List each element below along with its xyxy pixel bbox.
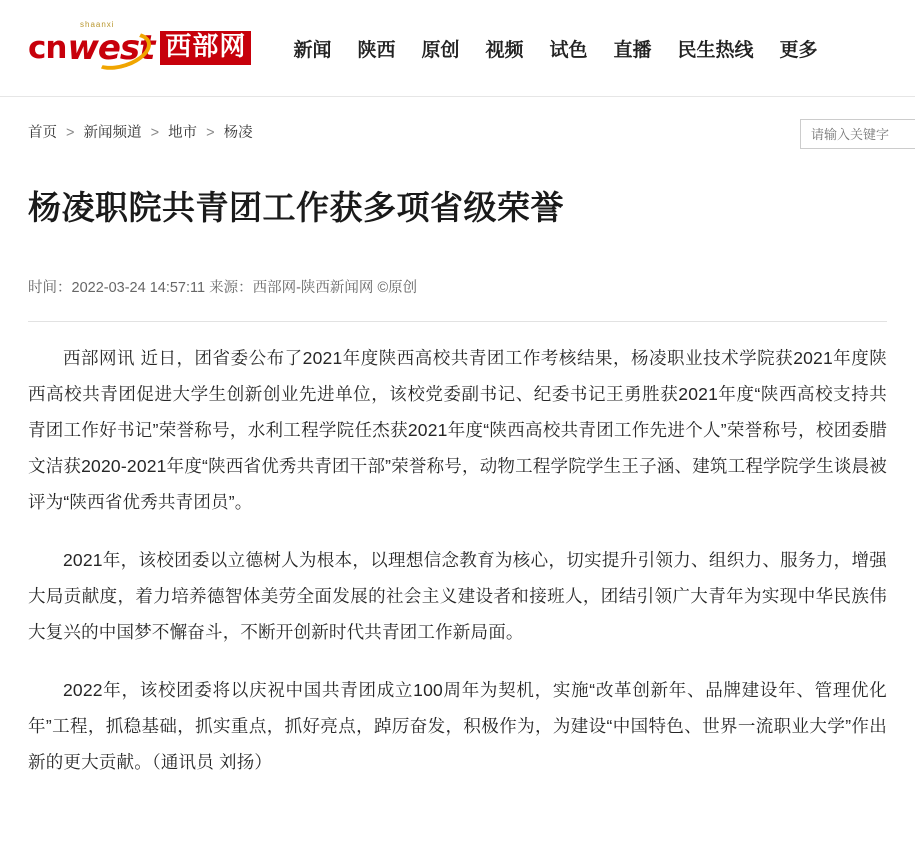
- logo-pinyin-text: shaanxi: [80, 20, 115, 29]
- article-body: [28, 340, 887, 780]
- breadcrumb-item-city[interactable]: 地市: [168, 125, 198, 141]
- search-box[interactable]: [800, 119, 915, 149]
- search-input[interactable]: [809, 126, 911, 143]
- article: [0, 187, 915, 780]
- article-meta: 时间：2022-03-24 14:57:11 来源：西部网-陕西新闻网 ©原创: [28, 276, 887, 322]
- logo-cn-text: cn: [28, 29, 67, 66]
- nav-item-news[interactable]: 新闻: [293, 39, 332, 61]
- site-header: [0, 0, 915, 97]
- nav-item-shaanxi[interactable]: 陕西: [357, 39, 396, 61]
- nav-item-more[interactable]: 更多: [779, 39, 818, 61]
- article-paragraph: 西部网讯 近日，团省委公布了2021年度陕西高校共青团工作考核结果，杨凌职业技术学院获2021年度陕西高校共青团促进大学生创新创业先进单位，该校党委副书记、纪委书记王勇胜获2021年度“陕西高校支持共青团工作好书记”荣誉称号，水利工程学院任杰获2021年度“陕西高校共青团工作先进个人”荣誉称号，校团委腊文洁获2020-2021年度“陕西省优秀共青团干部”荣誉称号，动物工程学院学生王子涵、建筑工程学院学生谈晨被评为“陕西省优秀共青团员”。: [28, 347, 887, 512]
- breadcrumb-separator: >: [66, 125, 75, 141]
- page-title: 杨凌职院共青团工作获多项省级荣誉: [28, 189, 564, 226]
- logo-chinese-name: 西部网: [160, 31, 251, 64]
- breadcrumb-item-home[interactable]: 首页: [28, 125, 57, 141]
- breadcrumb-item-yangling[interactable]: 杨凌: [223, 125, 253, 141]
- nav-item-video[interactable]: 视频: [485, 39, 524, 61]
- logo-west-text: west: [67, 28, 155, 68]
- breadcrumb-separator: >: [206, 125, 215, 141]
- breadcrumb-row: [0, 97, 915, 143]
- article-paragraph: 2021年，该校团委以立德树人为根本，以理想信念教育为核心，切实提升引领力、组织力、服务力，增强大局贡献度，着力培养德智体美劳全面发展的社会主义建设者和接班人，团结引领广大青年为实现中华民族伟大复兴的中国梦不懈奋斗，不断开创新时代共青团工作新局面。: [28, 549, 887, 642]
- main-navigation: [293, 35, 817, 62]
- site-logo[interactable]: [28, 18, 251, 78]
- nav-item-original[interactable]: 原创: [421, 39, 460, 61]
- nav-item-shise[interactable]: 试色: [549, 39, 588, 61]
- nav-item-hotline[interactable]: 民生热线: [677, 39, 754, 61]
- breadcrumb-item-news[interactable]: 新闻频道: [83, 125, 142, 141]
- breadcrumb: [28, 123, 253, 143]
- article-paragraph: 2022年，该校团委将以庆祝中国共青团成立100周年为契机，实施“改革创新年、品牌建设年、管理优化年”工程，抓稳基础，抓实重点，抓好亮点，踔厉奋发，积极作为，为建设“中国特色、世界一流职业大学”作出新的更大贡献。（通讯员 刘扬）: [28, 679, 887, 772]
- nav-item-live[interactable]: 直播: [613, 39, 652, 61]
- breadcrumb-separator: >: [150, 125, 160, 141]
